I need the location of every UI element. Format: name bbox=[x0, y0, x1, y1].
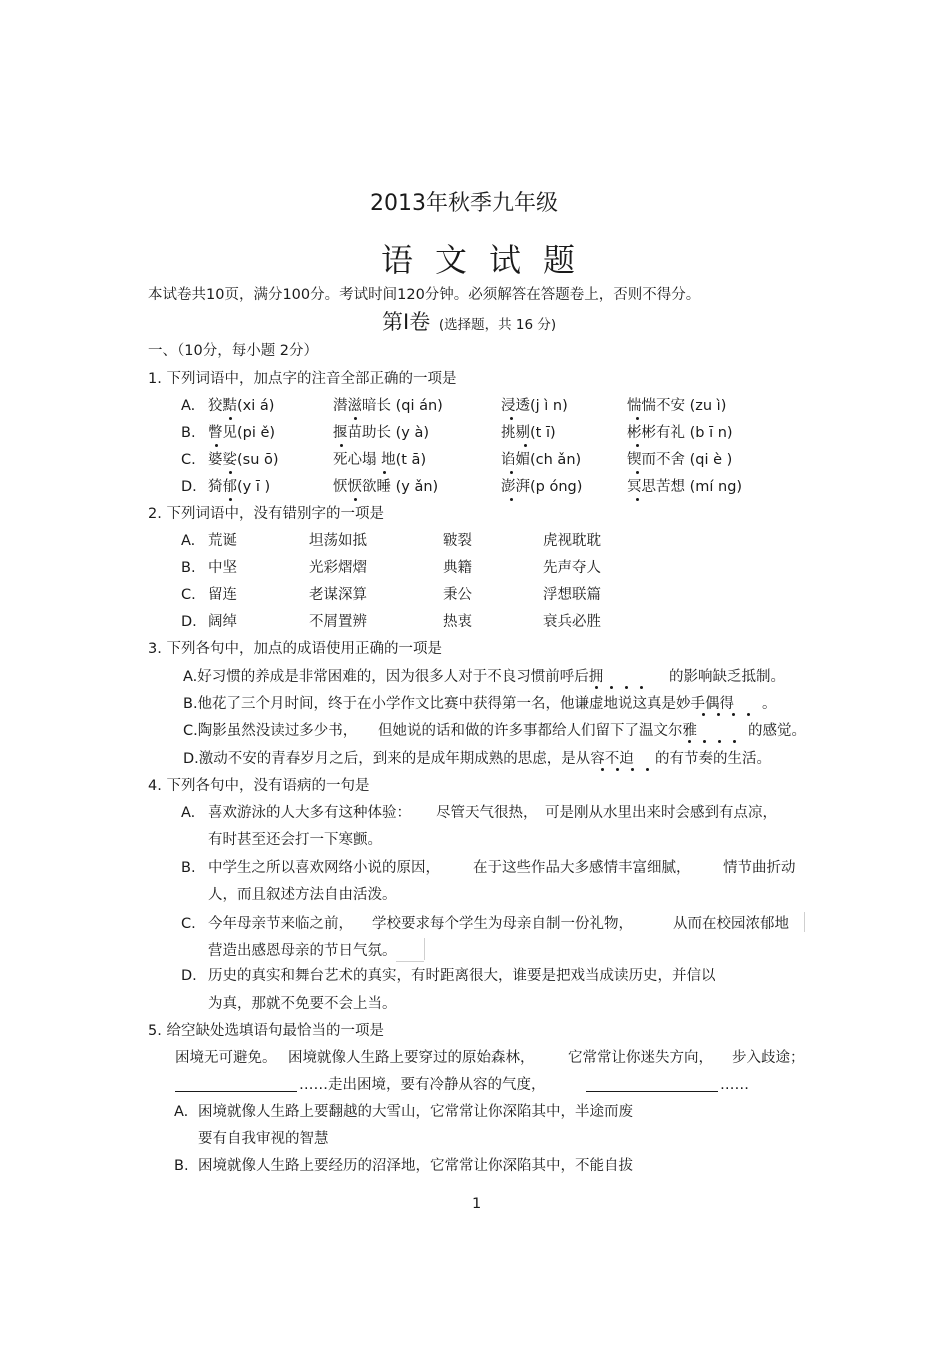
question-3-stem: 3. 下列各句中，加点的成语使用正确的一项是 bbox=[148, 641, 442, 657]
option-text: 困境就像人生路上要经历的沼泽地，它常常让你深陷其中，不能自拔 bbox=[198, 1158, 633, 1174]
option-text: 营造出感恩母亲的节日气氛。 bbox=[208, 943, 397, 959]
option-label: B. bbox=[181, 560, 196, 576]
emphasis-dot bbox=[625, 686, 628, 689]
subject-title: 语文试题 bbox=[381, 241, 598, 279]
option-item: 谄媚(ch ǎn) bbox=[501, 452, 582, 468]
option-item: 老谋深算 bbox=[309, 587, 367, 603]
option-text: 学校要求每个学生为母亲自制一份礼物， bbox=[372, 916, 633, 932]
option-item: 光彩熠熠 bbox=[309, 560, 367, 576]
emphasis-dot bbox=[616, 768, 619, 771]
option-item: 阔绰 bbox=[208, 614, 237, 630]
option-b-text: 。 bbox=[762, 696, 777, 712]
option-item: 中坚 bbox=[208, 560, 237, 576]
question-1-stem: 1. 下列词语中，加点字的注音全部正确的一项是 bbox=[148, 371, 457, 387]
option-item: 揠苗助长 (y à) bbox=[333, 425, 429, 441]
option-text: 有时甚至还会打一下寒颤。 bbox=[208, 832, 382, 848]
option-d-text: 的有节奏的生活。 bbox=[655, 751, 771, 767]
emphasis-dot bbox=[595, 686, 598, 689]
emphasis-dot bbox=[636, 471, 639, 474]
emphasis-dot bbox=[636, 498, 639, 501]
emphasis-dot bbox=[747, 713, 750, 716]
option-text: 中学生之所以喜欢网络小说的原因， bbox=[208, 860, 440, 876]
volume-label: 第Ⅰ卷 bbox=[382, 310, 431, 334]
emphasis-dot bbox=[524, 444, 527, 447]
option-label: C. bbox=[181, 452, 196, 468]
option-item: 浮想联篇 bbox=[543, 587, 601, 603]
option-label: D. bbox=[181, 968, 197, 984]
option-item: 惴惴不安 (zu ì) bbox=[627, 398, 727, 414]
option-b-text: B.他花了三个月时间，终于在小学作文比赛中获得第一名，他谦虚地说这真是妙手偶得 bbox=[183, 696, 735, 712]
emphasis-dot bbox=[640, 686, 643, 689]
emphasis-dot bbox=[636, 417, 639, 420]
option-text: 喜欢游泳的人大多有这种体验： bbox=[208, 805, 411, 821]
option-item: 留连 bbox=[208, 587, 237, 603]
emphasis-dot bbox=[732, 713, 735, 716]
passage-text: ……走出困境，要有冷静从容的气度， bbox=[299, 1077, 546, 1093]
option-label: D. bbox=[181, 479, 197, 495]
volume-note: (选择题，共 16 分) bbox=[438, 317, 557, 333]
option-item: 虎视耽耽 bbox=[543, 533, 601, 549]
emphasis-dot bbox=[354, 498, 357, 501]
option-label: A. bbox=[181, 805, 196, 821]
option-text: 尽管天气很热， bbox=[436, 805, 538, 821]
emphasis-dot bbox=[510, 417, 513, 420]
option-item: 先声夺人 bbox=[543, 560, 601, 576]
option-label: B. bbox=[181, 860, 196, 876]
emphasis-dot bbox=[354, 417, 357, 420]
option-item: 典籍 bbox=[443, 560, 472, 576]
page-number: 1 bbox=[472, 1196, 482, 1212]
scan-artifact bbox=[396, 961, 424, 962]
passage-text: 困境就像人生路上要穿过的原始森林， bbox=[288, 1050, 535, 1066]
option-item: 恹恹欲睡 (y ǎn) bbox=[333, 479, 439, 495]
emphasis-dot bbox=[601, 768, 604, 771]
section-heading: 一、（10分，每小题 2分） bbox=[148, 343, 319, 359]
option-label: C. bbox=[181, 916, 196, 932]
emphasis-dot bbox=[229, 471, 232, 474]
option-a-text: A.好习惯的养成是非常困难的，因为很多人对于不良习惯前呼后拥 bbox=[183, 669, 604, 685]
option-item: 不屑置辨 bbox=[309, 614, 367, 630]
option-item: 死心塌 地(t ā) bbox=[333, 452, 427, 468]
emphasis-dot bbox=[215, 444, 218, 447]
option-item: 冥思苦想 (mí ng) bbox=[627, 479, 743, 495]
emphasis-dot bbox=[229, 417, 232, 420]
passage-text: 它常常让你迷失方向， bbox=[568, 1050, 713, 1066]
emphasis-dot bbox=[510, 471, 513, 474]
option-label: B. bbox=[174, 1158, 189, 1174]
instructions: 本试卷共10页，满分100分。考试时间120分钟。必须解答在答题卷上，否则不得分。 bbox=[148, 287, 701, 303]
option-item: 澎湃(p óng) bbox=[501, 479, 583, 495]
option-item: 挑剔(t ī) bbox=[501, 425, 556, 441]
option-text: 可是刚从水里出来时会感到有点凉， bbox=[545, 805, 777, 821]
option-label: A. bbox=[181, 398, 196, 414]
option-item: 猗郁(y ī ) bbox=[208, 479, 271, 495]
emphasis-dot bbox=[702, 713, 705, 716]
option-item: 坦荡如抵 bbox=[309, 533, 367, 549]
option-text: 人，而且叙述方法自由活泼。 bbox=[208, 887, 397, 903]
option-text: 困境就像人生路上要翻越的大雪山，它常常让你深陷其中，半途而废 bbox=[198, 1104, 633, 1120]
option-text: 从而在校园浓郁地 bbox=[673, 916, 789, 932]
emphasis-dot bbox=[340, 444, 343, 447]
option-item: 浸透(j ì n) bbox=[501, 398, 568, 414]
question-5-stem: 5. 给空缺处选填语句最恰当的一项是 bbox=[148, 1023, 384, 1039]
option-label: A. bbox=[174, 1104, 189, 1120]
passage-text: 困境无可避免。 bbox=[175, 1050, 277, 1066]
passage-text: 步入歧途； bbox=[732, 1050, 805, 1066]
emphasis-dot bbox=[733, 740, 736, 743]
passage-text: …… bbox=[720, 1077, 749, 1093]
option-item: 瞥见(pi ě) bbox=[208, 425, 276, 441]
option-item: 皲裂 bbox=[443, 533, 472, 549]
option-c-text: 的感觉。 bbox=[748, 723, 806, 739]
answer-blank bbox=[586, 1091, 718, 1092]
option-item: 狡黠(xi á) bbox=[208, 398, 275, 414]
option-item: 彬彬有礼 (b ī n) bbox=[627, 425, 733, 441]
emphasis-dot bbox=[631, 768, 634, 771]
emphasis-dot bbox=[718, 740, 721, 743]
emphasis-dot bbox=[510, 498, 513, 501]
question-2-stem: 2. 下列词语中，没有错别字的一项是 bbox=[148, 506, 384, 522]
emphasis-dot bbox=[646, 768, 649, 771]
option-item: 热衷 bbox=[443, 614, 472, 630]
option-item: 荒诞 bbox=[208, 533, 237, 549]
option-label: C. bbox=[181, 587, 196, 603]
option-item: 潜滋暗长 (qi án) bbox=[333, 398, 443, 414]
option-label: D. bbox=[181, 614, 197, 630]
option-item: 衰兵必胜 bbox=[543, 614, 601, 630]
emphasis-dot bbox=[636, 444, 639, 447]
option-text: 要有自我审视的智慧 bbox=[198, 1131, 329, 1147]
question-4-stem: 4. 下列各句中，没有语病的一句是 bbox=[148, 778, 370, 794]
option-text: 为真，那就不免要不会上当。 bbox=[208, 996, 397, 1012]
emphasis-dot bbox=[688, 740, 691, 743]
answer-blank bbox=[175, 1091, 297, 1092]
option-text: 今年母亲节来临之前， bbox=[208, 916, 353, 932]
option-item: 婆娑(su ō) bbox=[208, 452, 279, 468]
emphasis-dot bbox=[610, 686, 613, 689]
emphasis-dot bbox=[717, 713, 720, 716]
grade-title: 2013年秋季九年级 bbox=[370, 191, 558, 216]
option-text: 在于这些作品大多感情丰富细腻， bbox=[473, 860, 691, 876]
scan-artifact bbox=[804, 912, 805, 932]
option-a-text: 的影响缺乏抵制。 bbox=[669, 669, 785, 685]
option-item: 锲而不舍 (qi è ) bbox=[627, 452, 733, 468]
option-item: 秉公 bbox=[443, 587, 472, 603]
emphasis-dot bbox=[383, 471, 386, 474]
option-text: 历史的真实和舞台艺术的真实，有时距离很大，谁要是把戏当成读历史，并信以 bbox=[208, 968, 716, 984]
emphasis-dot bbox=[703, 740, 706, 743]
option-c-text: 但她说的话和做的许多事都给人们留下了温文尔雅 bbox=[378, 723, 697, 739]
scan-artifact bbox=[424, 938, 425, 960]
emphasis-dot bbox=[229, 498, 232, 501]
volume-heading bbox=[382, 312, 556, 333]
option-text: 情节曲折动 bbox=[723, 860, 796, 876]
option-d-text: D.激动不安的青春岁月之后，到来的是成年期成熟的思虑，是从容不迫 bbox=[183, 751, 634, 767]
option-label: B. bbox=[181, 425, 196, 441]
option-c-text: C.陶影虽然没读过多少书， bbox=[183, 723, 358, 739]
option-label: A. bbox=[181, 533, 196, 549]
